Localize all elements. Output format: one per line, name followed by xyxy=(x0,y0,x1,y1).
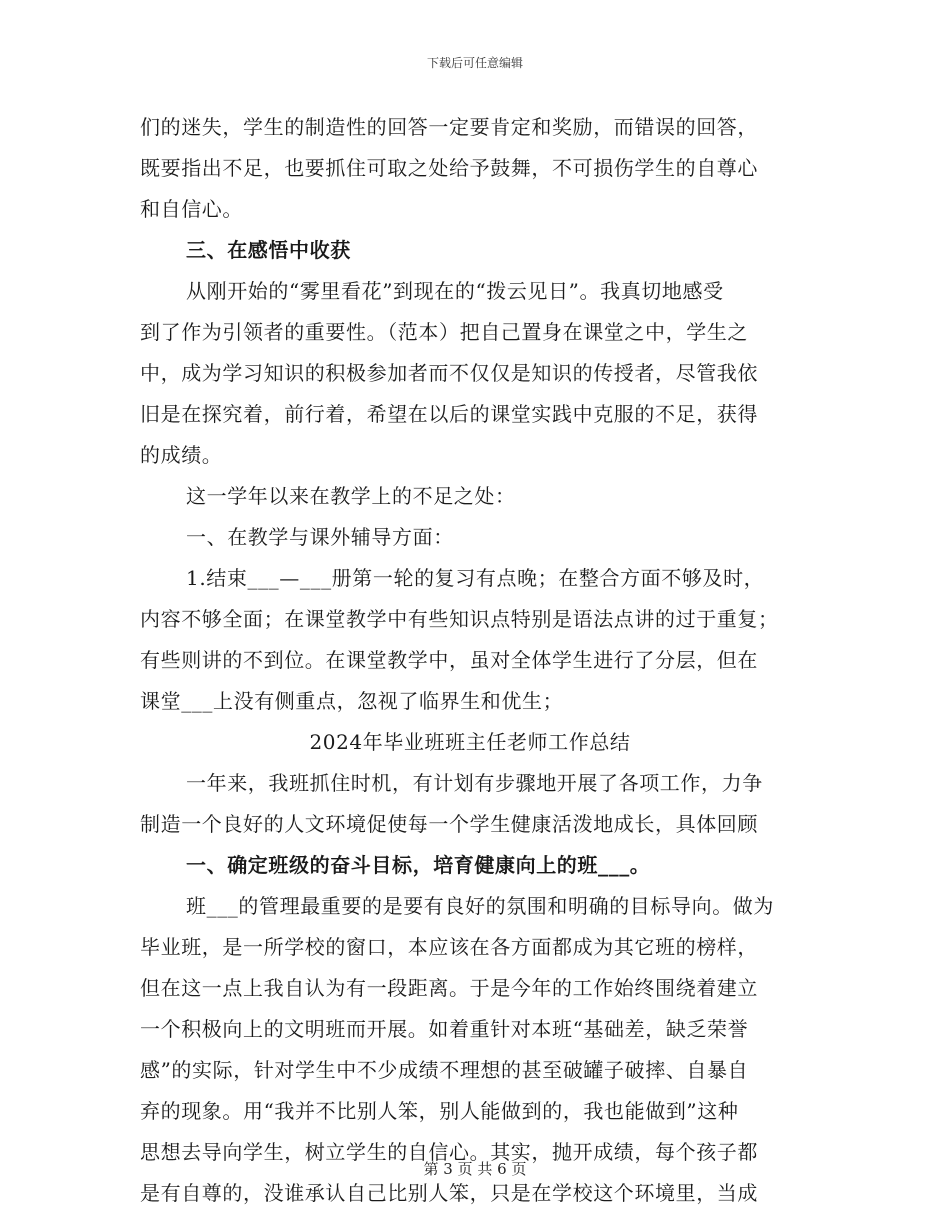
body-text-line: 既要指出不足，也要抓住可取之处给予鼓舞，不可损伤学生的自尊心 xyxy=(140,156,758,180)
body-text-line: 的成绩。 xyxy=(140,443,223,467)
body-text-line: 课堂___上没有侧重点，忽视了临界生和优生； xyxy=(140,689,564,713)
body-text-line: 从刚开始的“雾里看花”到现在的“拨云见日”。我真切地感受 xyxy=(186,279,724,303)
body-text-line: 有些则讲的不到位。在课堂教学中，虽对全体学生进行了分层，但在 xyxy=(140,648,758,672)
section-heading: 三、在感悟中收获 xyxy=(186,238,351,262)
body-text-line: 感”的实际，针对学生中不少成绩不理想的甚至破罐子破摔、自暴自 xyxy=(140,1058,749,1082)
body-text-line: 这一学年以来在教学上的不足之处： xyxy=(186,484,516,508)
body-text-line: 们的迷失，学生的制造性的回答一定要肯定和奖励，而错误的回答， xyxy=(140,115,758,139)
page-footer: 第 3 页 共 6 页 xyxy=(423,1160,527,1178)
body-text-line: 一、在教学与课外辅导方面： xyxy=(186,525,454,549)
body-text-line: 思想去导向学生，树立学生的自信心。其实，抛开成绩，每个孩子都 xyxy=(140,1140,758,1164)
body-text-line: 弃的现象。用“我并不比别人笨，别人能做到的，我也能做到”这种 xyxy=(140,1099,739,1123)
body-text-line: 一个积极向上的文明班而开展。如着重针对本班“基础差，缺乏荣誉 xyxy=(140,1017,749,1041)
body-text-line: 旧是在探究着，前行着，希望在以后的课堂实践中克服的不足，获得 xyxy=(140,402,758,426)
body-text-line: 中，成为学习知识的积极参加者而不仅仅是知识的传授者，尽管我依 xyxy=(140,361,758,385)
document-body xyxy=(140,107,800,1214)
body-text-line: 内容不够全面；在课堂教学中有些知识点特别是语法点讲的过于重复； xyxy=(140,607,779,631)
body-text-line: 但在这一点上我自认为有一段距离。于是今年的工作始终围绕着建立 xyxy=(140,976,758,1000)
section-title: 2024年毕业班班主任老师工作总结 xyxy=(309,730,631,754)
body-text-line: 是有自尊的，没谁承认自己比别人笨，只是在学校这个环境里，当成 xyxy=(140,1181,758,1205)
body-text-line: 班___的管理最重要的是要有良好的氛围和明确的目标导向。做为 xyxy=(186,894,774,918)
body-text-line: 和自信心。 xyxy=(140,197,243,221)
body-text-line: 到了作为引领者的重要性。（范本）把自己置身在课堂之中，学生之 xyxy=(140,320,748,344)
body-text-line: 1.结束___—___册第一轮的复习有点晚；在整合方面不够及时， xyxy=(186,566,765,590)
page-header: 下载后可任意编辑 xyxy=(426,56,523,70)
body-text-line: 一年来，我班抓住时机，有计划有步骤地开展了各项工作，力争 xyxy=(186,771,763,795)
body-text-line: 制造一个良好的人文环境促使每一个学生健康活泼地成长，具体回顾 xyxy=(140,812,758,836)
body-text-line: 毕业班，是一所学校的窗口，本应该在各方面都成为其它班的榜样， xyxy=(140,935,758,959)
section-heading: 一、确定班级的奋斗目标，培育健康向上的班___。 xyxy=(186,853,651,877)
